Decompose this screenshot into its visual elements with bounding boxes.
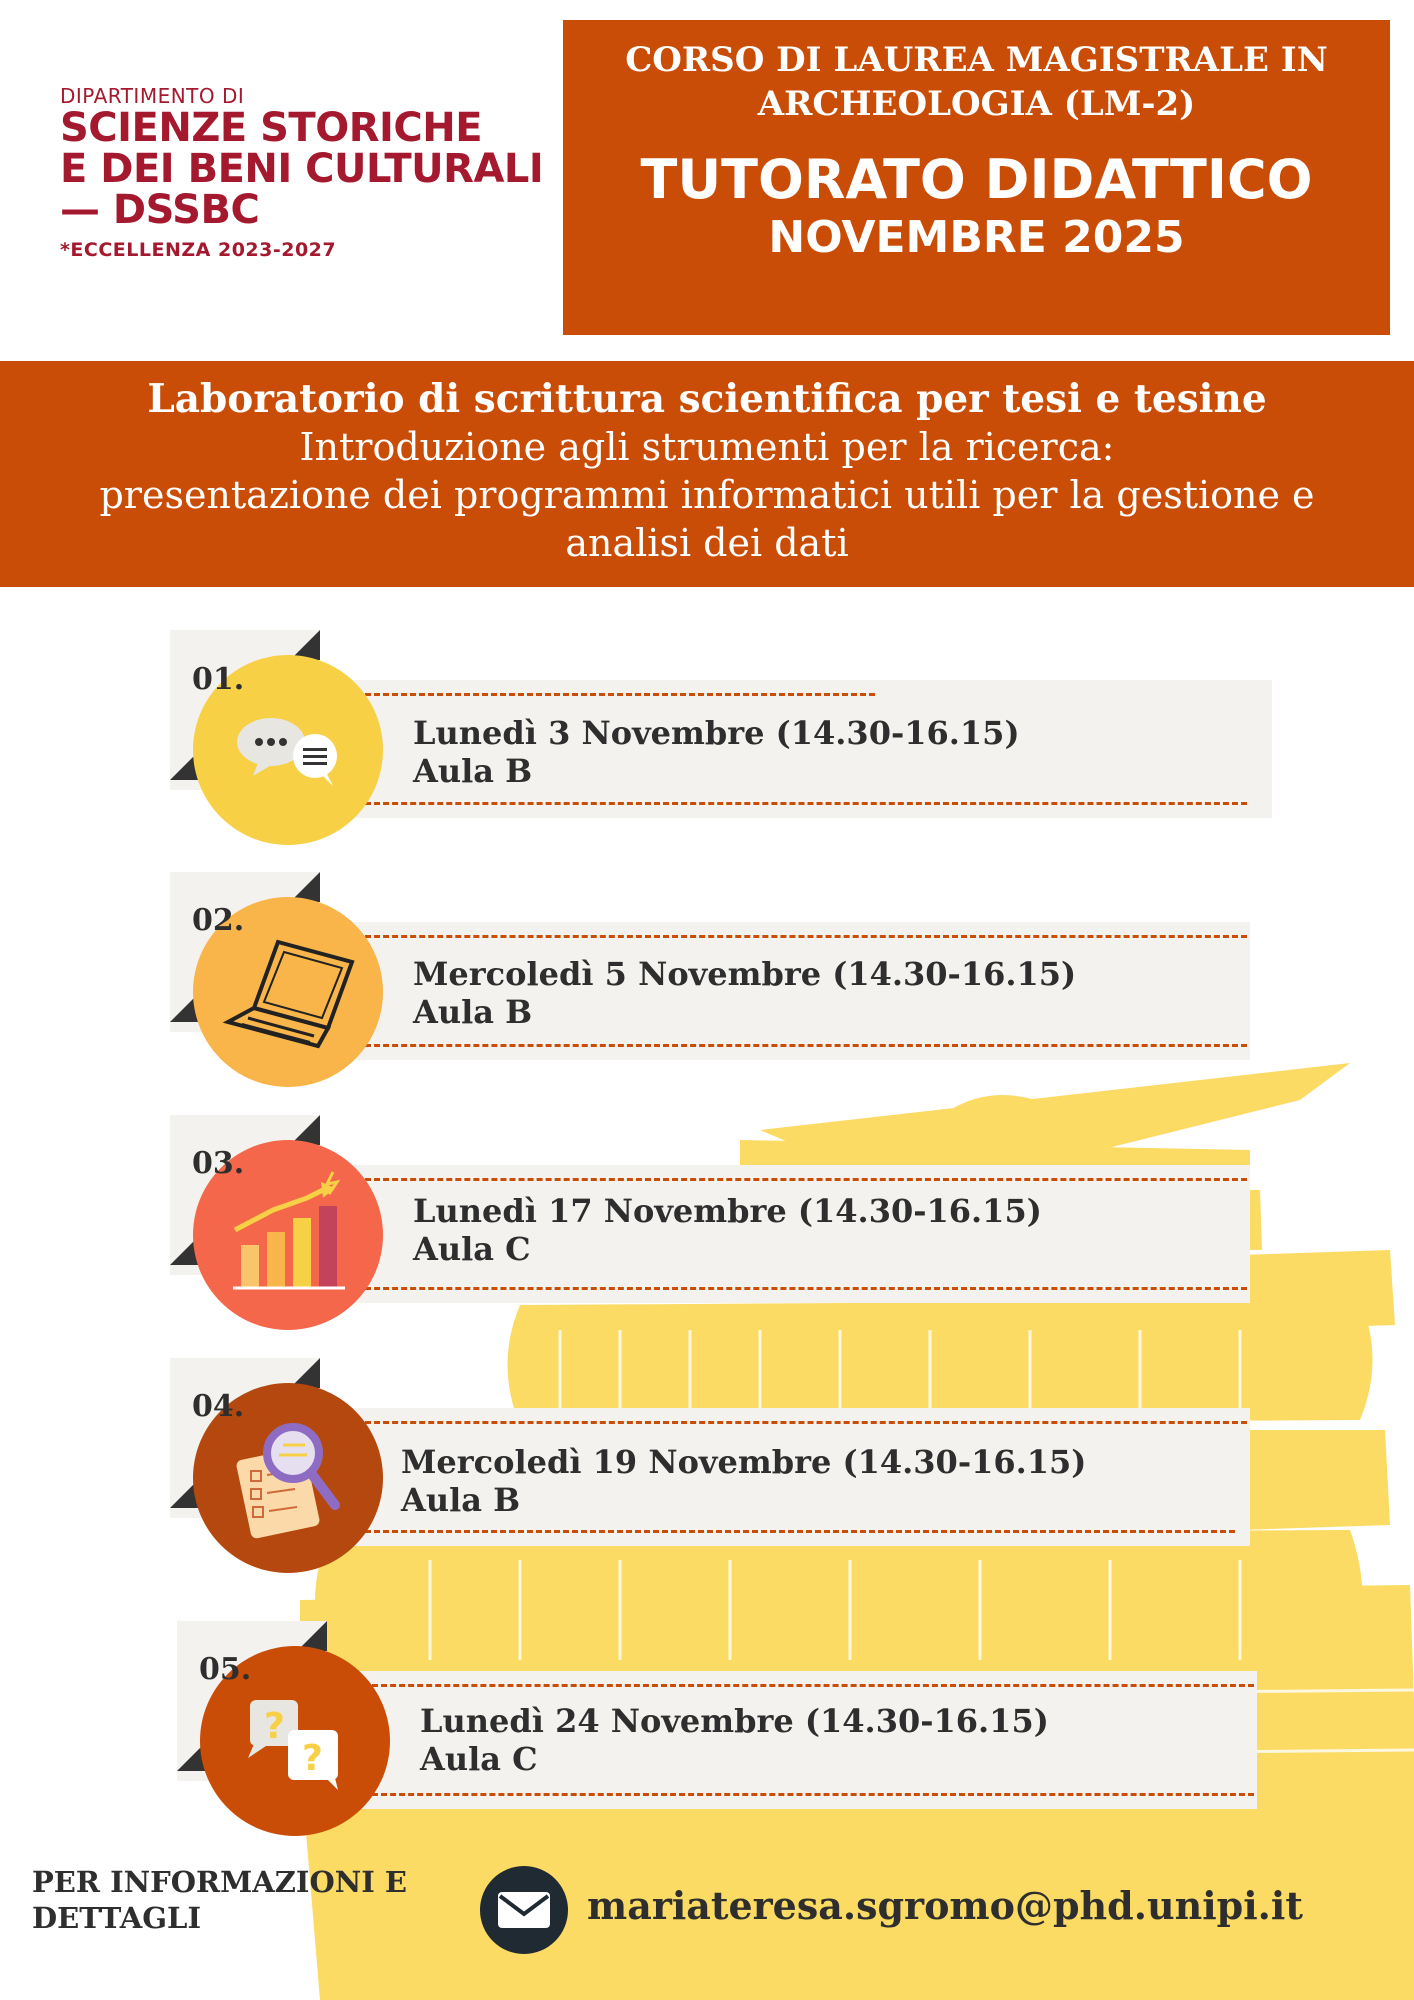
department-name-line2: E DEI BENI CULTURALI: [60, 146, 544, 192]
session-room: Aula C: [413, 1230, 531, 1268]
divider: [365, 1421, 1247, 1424]
divider: [365, 693, 875, 696]
contact-label: [32, 1864, 407, 1936]
lab-subtitle-line3: analisi dei dati: [565, 521, 849, 565]
svg-text:?: ?: [264, 1706, 285, 1747]
session-number: 01.: [192, 662, 245, 697]
lab-title: Laboratorio di scrittura scientifica per tesi e tesine: [147, 376, 1267, 422]
divider: [365, 1178, 1247, 1181]
session-number: 02.: [192, 903, 245, 938]
contact-email[interactable]: mariateresa.sgromo@phd.unipi.it: [587, 1883, 1303, 1928]
session-room: Aula C: [420, 1740, 538, 1778]
session-number: 05.: [199, 1652, 252, 1687]
divider: [365, 1044, 1247, 1047]
magnifier-document-icon: [223, 1413, 353, 1543]
divider: [372, 1684, 1254, 1687]
department-name-line1: SCIENZE STORICHE: [60, 105, 483, 151]
session-number: 03.: [192, 1146, 245, 1181]
course-name: CORSO DI LAUREA MAGISTRALE IN ARCHEOLOGIA (LM-2): [625, 40, 1328, 124]
month-label: NOVEMBRE 2025: [768, 212, 1185, 263]
lab-subtitle-line2: presentazione dei programmi informatici utili per la gestione e: [99, 473, 1315, 517]
question-bubbles-icon: [240, 1686, 350, 1796]
lab-banner: [0, 361, 1414, 587]
session-room: Aula B: [413, 993, 533, 1031]
session-date: Lunedì 24 Novembre (14.30-16.15): [420, 1702, 1049, 1740]
department-name-line3: — DSSBC: [60, 187, 260, 233]
excellence-label: *ECCELLENZA 2023-2027: [60, 239, 337, 261]
lab-subtitle-line1: Introduzione agli strumenti per la ricerca:: [299, 425, 1115, 469]
session-room: Aula B: [413, 752, 533, 790]
session-room: Aula B: [401, 1481, 521, 1519]
page-title: TUTORATO DIDATTICO: [640, 148, 1313, 211]
department-prefix: DIPARTIMENTO DI: [60, 84, 245, 108]
contact-label-line1: PER INFORMAZIONI E: [32, 1865, 408, 1899]
divider: [372, 1793, 1254, 1796]
laptop-icon: [218, 932, 358, 1052]
svg-text:?: ?: [302, 1738, 323, 1779]
session-date: Lunedì 17 Novembre (14.30-16.15): [413, 1192, 1042, 1230]
session-date: Lunedì 3 Novembre (14.30-16.15): [413, 714, 1020, 752]
divider: [365, 935, 1247, 938]
chat-bubbles-icon: [233, 710, 343, 790]
divider: [365, 1287, 1247, 1290]
session-date: Mercoledì 5 Novembre (14.30-16.15): [413, 955, 1077, 993]
title-box: [563, 20, 1390, 335]
bar-chart-icon: [223, 1170, 353, 1300]
divider: [365, 802, 1247, 805]
contact-label-line2: DETTAGLI: [32, 1901, 202, 1935]
session-date: Mercoledì 19 Novembre (14.30-16.15): [401, 1443, 1087, 1481]
divider: [365, 1530, 1235, 1533]
envelope-icon: [480, 1866, 568, 1954]
department-logo: [60, 84, 543, 261]
session-number: 04.: [192, 1389, 245, 1424]
